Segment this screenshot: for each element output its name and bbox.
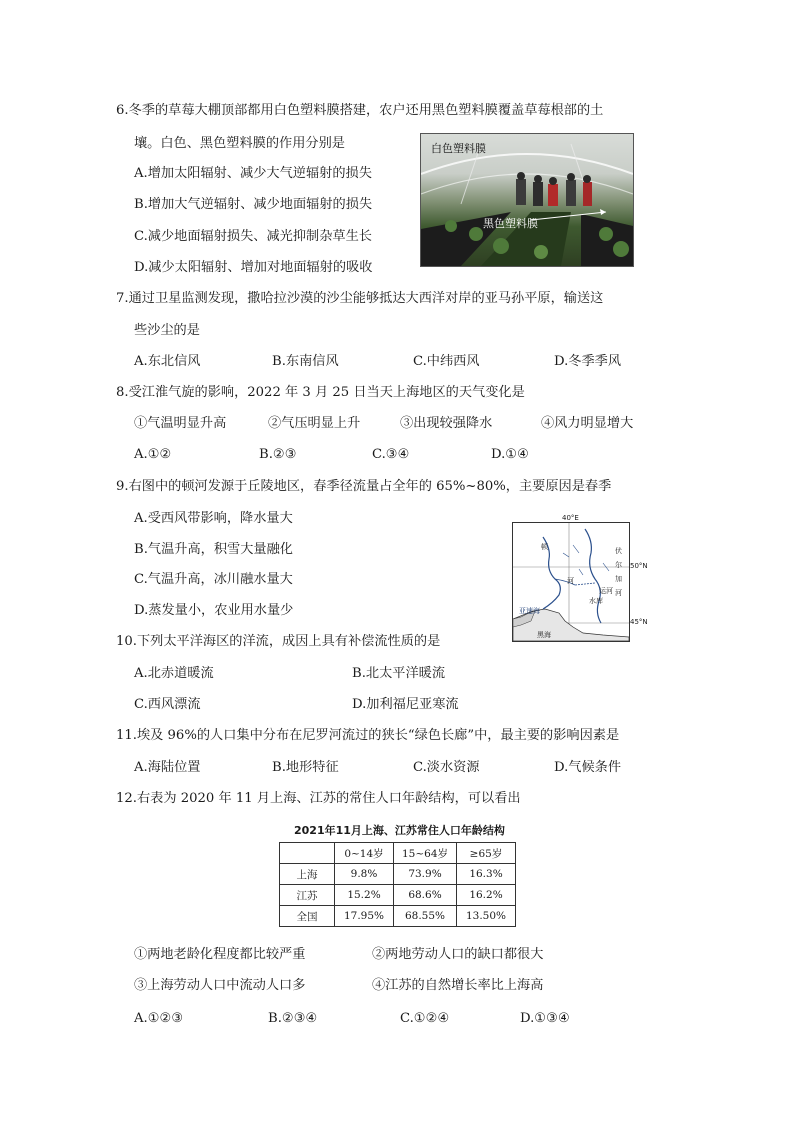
question-6-option-c: C.减少地面辐射损失、减光抑制杂草生长 xyxy=(134,229,372,244)
table-cell: 13.50% xyxy=(457,906,516,927)
question-7-option-d: D.冬季季风 xyxy=(554,354,622,369)
map-lon-40: 40°E xyxy=(562,514,579,522)
question-9-option-a: A.受西风带影响，降水量大 xyxy=(134,511,293,526)
table-header-cell: ≥65岁 xyxy=(457,843,516,864)
table-cell: 9.8% xyxy=(335,864,394,885)
question-10-option-c: C.西风漂流 xyxy=(134,697,201,712)
table-row xyxy=(280,906,516,927)
question-8-item-2: ②气压明显上升 xyxy=(268,416,361,431)
question-7-stem-line-1: 7.通过卫星监测发现，撒哈拉沙漠的沙尘能够抵达大西洋对岸的亚马孙平原，输送这 xyxy=(116,291,604,306)
table-cell: 江苏 xyxy=(280,885,335,906)
map-label-volga-2: 尔 xyxy=(615,561,622,569)
question-12-item-3: ③上海劳动人口中流动人口多 xyxy=(134,978,306,993)
greenhouse-photo xyxy=(420,133,634,267)
map-label-don-2: 河 xyxy=(567,577,574,585)
question-8-option-d: D.①④ xyxy=(491,447,529,462)
question-8-item-3: ③出现较强降水 xyxy=(400,416,493,431)
question-11-option-c: C.淡水资源 xyxy=(413,760,480,775)
table-header-cell xyxy=(280,843,335,864)
population-table-title: 2021年11月上海、江苏常住人口年龄结构 xyxy=(294,824,505,837)
map-lat-50: 50°N xyxy=(630,562,648,570)
map-label-azov-sea: 亚速海 xyxy=(519,607,540,615)
question-12-item-4: ④江苏的自然增长率比上海高 xyxy=(372,978,544,993)
table-cell: 16.2% xyxy=(457,885,516,906)
question-12-item-1: ①两地老龄化程度都比较严重 xyxy=(134,947,306,962)
table-cell: 16.3% xyxy=(457,864,516,885)
table-header-row xyxy=(280,843,516,864)
table-cell: 全国 xyxy=(280,906,335,927)
question-6-option-a: A.增加太阳辐射、减少大气逆辐射的损失 xyxy=(134,166,372,181)
question-7-option-a: A.东北信风 xyxy=(134,354,201,369)
question-10-option-d: D.加利福尼亚寒流 xyxy=(352,697,459,712)
map-label-black-sea: 黑海 xyxy=(537,631,551,639)
question-8-option-a: A.①② xyxy=(134,447,172,462)
table-cell: 15.2% xyxy=(335,885,394,906)
question-8-item-4: ④风力明显增大 xyxy=(541,416,634,431)
question-12-item-2: ②两地劳动人口的缺口都很大 xyxy=(372,947,544,962)
map-label-volga-4: 河 xyxy=(615,589,622,597)
question-9-option-b: B.气温升高，积雪大量融化 xyxy=(134,542,293,557)
question-10-option-a: A.北赤道暖流 xyxy=(134,666,214,681)
table-header-cell: 15~64岁 xyxy=(394,843,457,864)
question-10-stem: 10.下列太平洋海区的洋流，成因上具有补偿流性质的是 xyxy=(116,634,441,649)
map-label-volga-3: 加 xyxy=(615,575,622,583)
question-12-option-d: D.①③④ xyxy=(520,1011,570,1026)
question-12-option-c: C.①②④ xyxy=(400,1011,450,1026)
question-6-option-d: D.减少太阳辐射、增加对地面辐射的吸收 xyxy=(134,260,373,275)
don-river-map xyxy=(512,522,630,642)
question-12-option-b: B.②③④ xyxy=(268,1011,318,1026)
question-9-option-c: C.气温升高，冰川融水量大 xyxy=(134,572,293,587)
question-6-stem-line-1: 6.冬季的草莓大棚顶部都用白色塑料膜搭建，农户还用黑色塑料膜覆盖草莓根部的土 xyxy=(116,103,604,118)
table-cell: 17.95% xyxy=(335,906,394,927)
question-10-option-b: B.北太平洋暖流 xyxy=(352,666,446,681)
map-lat-45: 45°N xyxy=(630,618,648,626)
white-film-label: 白色塑料膜 xyxy=(431,142,486,155)
question-6-stem-line-2: 壤。白色、黑色塑料膜的作用分别是 xyxy=(134,136,345,151)
table-cell: 68.6% xyxy=(394,885,457,906)
question-8-stem: 8.受江淮气旋的影响，2022 年 3 月 25 日当天上海地区的天气变化是 xyxy=(116,385,525,400)
map-label-don-1: 顿 xyxy=(541,543,548,551)
question-8-option-c: C.③④ xyxy=(372,447,410,462)
question-8-item-1: ①气温明显升高 xyxy=(134,416,227,431)
question-9-stem: 9.右图中的顿河发源于丘陵地区，春季径流量占全年的 65%~80%，主要原因是春季 xyxy=(116,479,612,494)
table-header-cell: 0~14岁 xyxy=(335,843,394,864)
population-table xyxy=(279,842,516,927)
question-12-stem: 12.右表为 2020 年 11 月上海、江苏的常住人口年龄结构，可以看出 xyxy=(116,791,521,806)
map-label-canal: 运河 xyxy=(599,587,613,595)
question-7-stem-line-2: 些沙尘的是 xyxy=(134,323,200,338)
question-11-stem: 11.埃及 96%的人口集中分布在尼罗河流过的狭长“绿色长廊”中，最主要的影响因素是 xyxy=(116,728,620,743)
table-row xyxy=(280,885,516,906)
question-11-option-d: D.气候条件 xyxy=(554,760,622,775)
table-cell: 上海 xyxy=(280,864,335,885)
map-label-reservoir: 水库 xyxy=(589,597,603,605)
table-row xyxy=(280,864,516,885)
map-label-volga-1: 伏 xyxy=(615,547,622,555)
question-9-option-d: D.蒸发量小，农业用水量少 xyxy=(134,603,294,618)
question-7-option-c: C.中纬西风 xyxy=(413,354,480,369)
table-cell: 68.55% xyxy=(394,906,457,927)
question-8-option-b: B.②③ xyxy=(259,447,297,462)
question-12-option-a: A.①②③ xyxy=(134,1011,184,1026)
question-11-option-a: A.海陆位置 xyxy=(134,760,201,775)
table-cell: 73.9% xyxy=(394,864,457,885)
question-7-option-b: B.东南信风 xyxy=(272,354,339,369)
question-11-option-b: B.地形特征 xyxy=(272,760,339,775)
question-6-option-b: B.增加大气逆辐射、减少地面辐射的损失 xyxy=(134,197,373,212)
black-film-label: 黑色塑料膜 xyxy=(483,217,538,230)
